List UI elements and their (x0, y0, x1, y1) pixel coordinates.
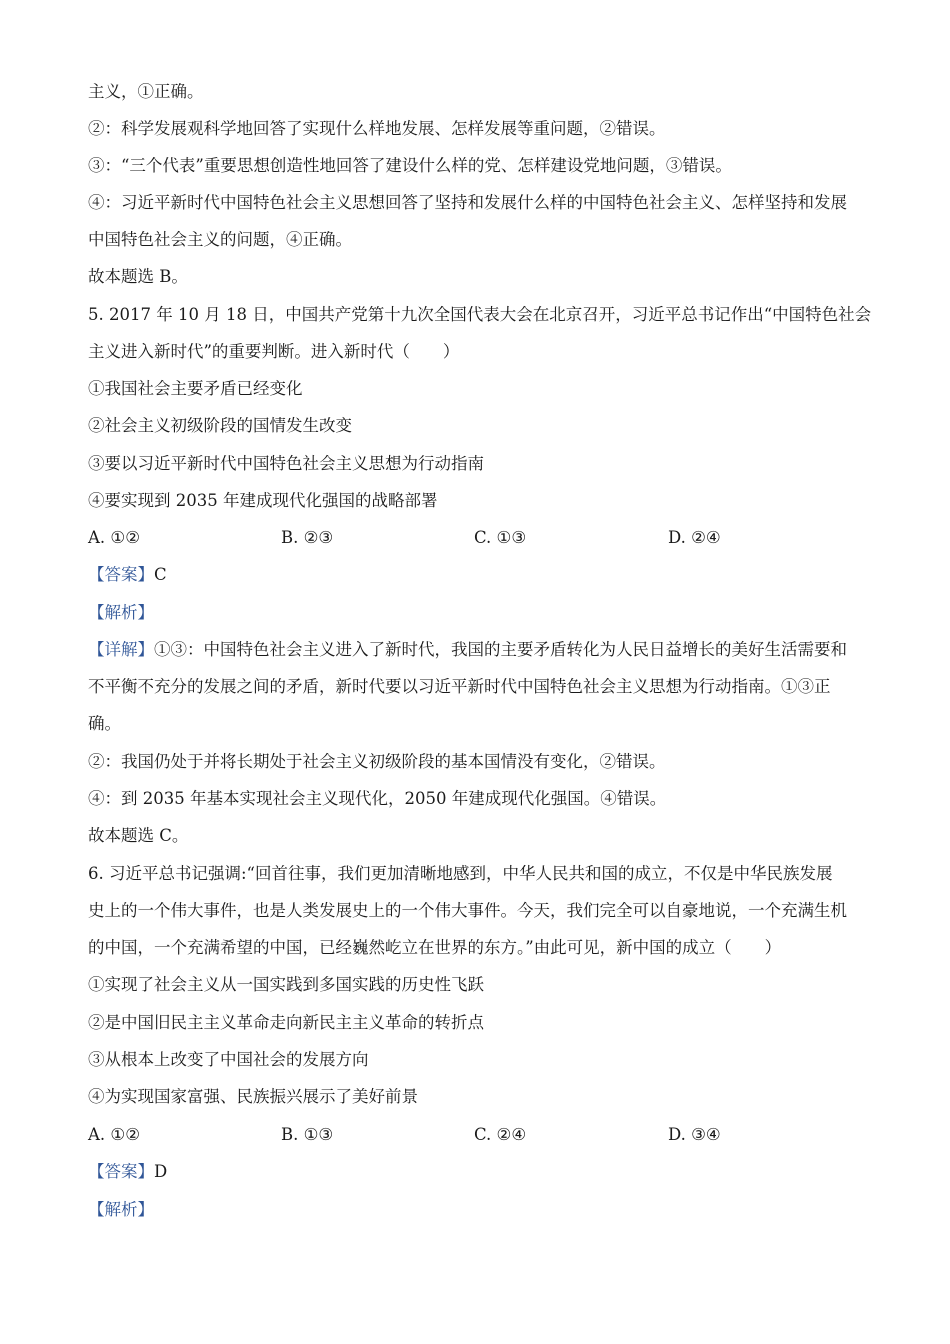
answer-tag: 【答案】 (88, 1162, 154, 1181)
q6-option-d: D. ③④ (668, 1125, 721, 1144)
q5-detail (88, 639, 880, 661)
q5-option-c: C. ①③ (474, 528, 527, 547)
q6-stem: 史上的一个伟大事件，也是人类发展史上的一个伟大事件。今天，我们完全可以自豪地说，一个充满生机 (88, 901, 847, 920)
q5-option-d: D. ②④ (668, 528, 721, 547)
q6-item: ③从根本上改变了中国社会的发展方向 (88, 1050, 369, 1069)
text-line: 故本题选 B。 (88, 267, 188, 286)
q6-item: ②是中国旧民主主义革命走向新民主主义革命的转折点 (88, 1013, 484, 1032)
q6-stem: 6. 习近平总书记强调:“回首往事，我们更加清晰地感到，中华人民共和国的成立，不仅是中华民族发展 (88, 864, 833, 883)
q5-option-b: B. ②③ (281, 528, 334, 547)
q5-detail-line: 不平衡不充分的发展之间的矛盾，新时代要以习近平新时代中国特色社会主义思想为行动指南。①③正 (88, 677, 831, 696)
q5-detail-line: ②：我国仍处于并将长期处于社会主义初级阶段的基本国情没有变化，②错误。 (88, 752, 666, 771)
analysis-tag: 【解析】 (88, 1200, 154, 1219)
q5-stem: 主义进入新时代”的重要判断。进入新时代（ ） (88, 342, 460, 361)
q5-analysis (88, 602, 880, 624)
text-line: 主义，①正确。 (88, 82, 204, 101)
analysis-tag: 【解析】 (88, 603, 154, 622)
q5-option-a: A. ①② (88, 528, 140, 547)
q5-stem: 5. 2017 年 10 月 18 日，中国共产党第十九次全国代表大会在北京召开，习近平总书记作出“中国特色社会 (88, 305, 872, 324)
detail-tag: 【详解】 (88, 640, 154, 659)
q5-detail-line: 故本题选 C。 (88, 826, 189, 845)
q6-option-b: B. ①③ (281, 1125, 334, 1144)
q6-item: ①实现了社会主义从一国实践到多国实践的历史性飞跃 (88, 975, 484, 994)
q6-item: ④为实现国家富强、民族振兴展示了美好前景 (88, 1087, 418, 1106)
q5-item: ②社会主义初级阶段的国情发生改变 (88, 416, 352, 435)
text-line: ③：“三个代表”重要思想创造性地回答了建设什么样的党、怎样建设党地问题，③错误。 (88, 156, 732, 175)
text-line: 中国特色社会主义的问题，④正确。 (88, 230, 352, 249)
q5-item: ④要实现到 2035 年建成现代化强国的战略部署 (88, 491, 438, 510)
q5-item: ③要以习近平新时代中国特色社会主义思想为行动指南 (88, 454, 484, 473)
answer-tag: 【答案】 (88, 565, 154, 584)
detail-text: ①③：中国特色社会主义进入了新时代，我国的主要矛盾转化为人民日益增长的美好生活需要和 (154, 640, 847, 659)
q5-detail-line: 确。 (88, 714, 121, 733)
q6-option-a: A. ①② (88, 1125, 140, 1144)
answer-value: C (154, 565, 167, 584)
answer-value: D (154, 1162, 168, 1181)
q5-answer (88, 564, 880, 586)
q6-analysis (88, 1199, 880, 1221)
q6-stem: 的中国，一个充满希望的中国，已经巍然屹立在世界的东方。”由此可见，新中国的成立（ ） (88, 938, 782, 957)
q6-option-c: C. ②④ (474, 1125, 527, 1144)
text-line: ④：习近平新时代中国特色社会主义思想回答了坚持和发展什么样的中国特色社会主义、怎样坚持和发展 (88, 193, 847, 212)
q5-item: ①我国社会主要矛盾已经变化 (88, 379, 303, 398)
text-line: ②：科学发展观科学地回答了实现什么样地发展、怎样发展等重问题，②错误。 (88, 119, 666, 138)
q6-answer (88, 1161, 880, 1183)
q5-detail-line: ④：到 2035 年基本实现社会主义现代化，2050 年建成现代化强国。④错误。 (88, 789, 667, 808)
